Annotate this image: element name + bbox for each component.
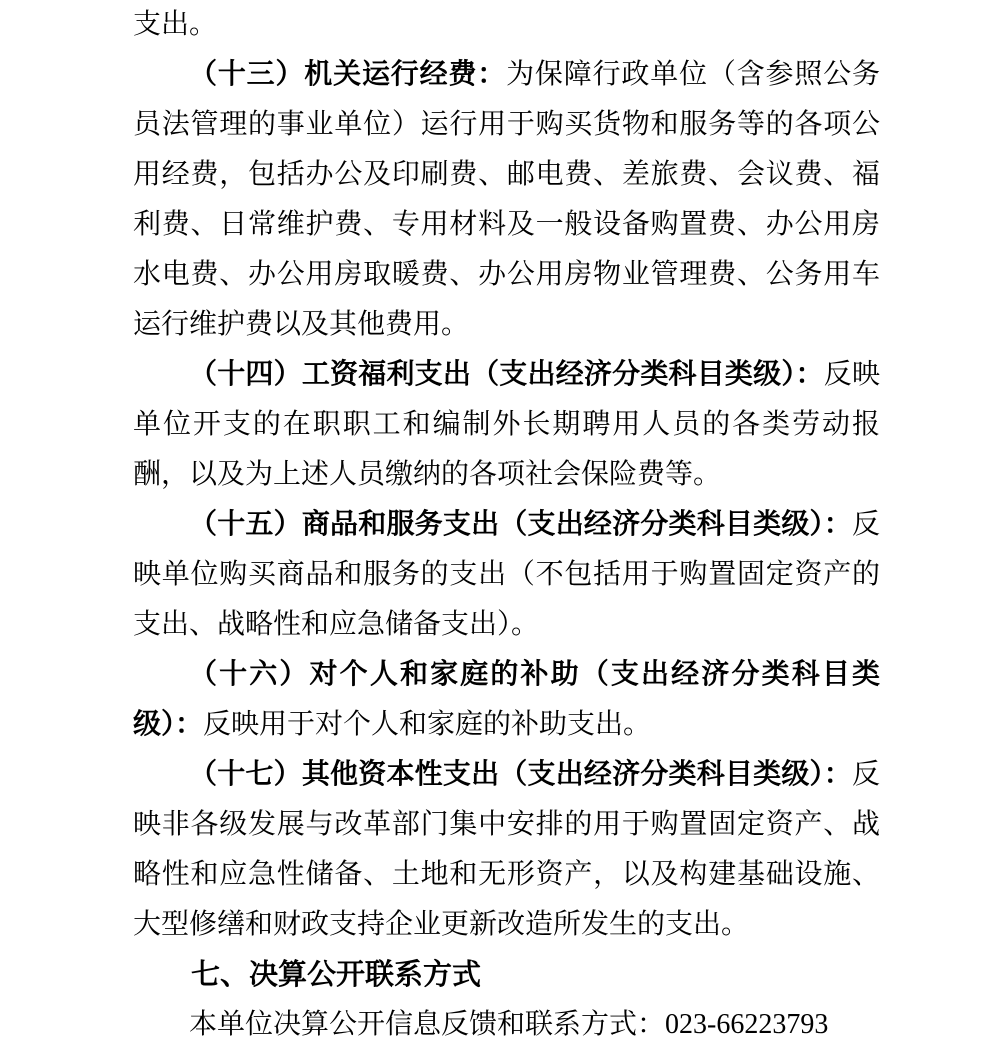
paragraph-section-15 — [133, 500, 880, 650]
section-17-text: 反映非各级发展与改革部门集中安排的用于购置固定资产、战略性和应急性储备、土地和无形资产，以及构建基础设施、大型修缮和财政支持企业更新改造所发生的支出。 — [133, 759, 880, 940]
section-14-text: 反映单位开支的在职职工和编制外长期聘用人员的各类劳动报酬，以及为上述人员缴纳的各项社会保险费等。 — [133, 359, 880, 490]
section-15-text: 反映单位购买商品和服务的支出（不包括用于购置固定资产的支出、战略性和应急储备支出）。 — [133, 509, 880, 640]
section-13-lead: （十三）机关运行经费： — [189, 59, 507, 90]
section-15-lead: （十五）商品和服务支出（支出经济分类科目类级）： — [189, 509, 852, 540]
paragraph-continuation — [133, 0, 880, 50]
section-16-text: 反映用于对个人和家庭的补助支出。 — [203, 709, 652, 740]
paragraph-section-17 — [133, 750, 880, 950]
paragraph-contact-text: 本单位决算公开信息反馈和联系方式：023-66223793 — [189, 1009, 829, 1040]
section-14-lead: （十四）工资福利支出（支出经济分类科目类级）： — [189, 359, 824, 390]
paragraph-section-14 — [133, 350, 880, 500]
paragraph-contact — [133, 1000, 880, 1043]
paragraph-section-16 — [133, 650, 880, 750]
section-16-lead: （十六）对个人和家庭的补助（支出经济分类科目类级）： — [133, 659, 880, 740]
paragraph-continuation-text: 支出。 — [133, 9, 218, 40]
section-13-text: 为保障行政单位（含参照公务员法管理的事业单位）运行用于购买货物和服务等的各项公用经费，包括办公及印刷费、邮电费、差旅费、会议费、福利费、日常维护费、专用材料及一般设备购置费、办公用房水电费、办公用房取暖费、办公用房物业管理费、公务用车运行维护费以及其他费用。 — [133, 59, 880, 340]
paragraph-section-13 — [133, 50, 880, 350]
section-17-lead: （十七）其他资本性支出（支出经济分类科目类级）： — [189, 759, 852, 790]
section-heading-contact: 七、决算公开联系方式 — [191, 959, 482, 991]
